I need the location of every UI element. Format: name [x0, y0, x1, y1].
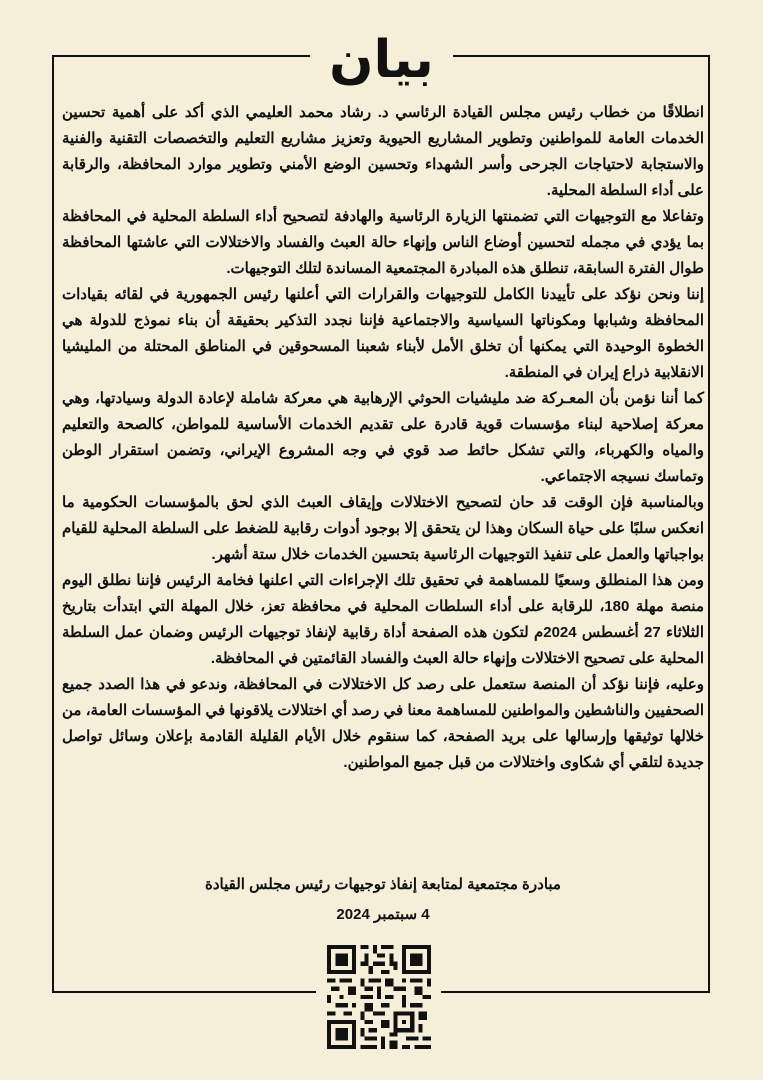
- signature-block: [66, 870, 700, 930]
- signature-date: 4 سبتمبر 2024: [336, 906, 430, 923]
- paragraph-3: إننا ونحن نؤكد على تأييدنا الكامل للتوجيهات والقرارات التي أعلنها رئيس الجمهورية في لقائه بقيادات المحافظة وشبابها ومكوناتها السياسية والاجتماعية فإننا نجدد التذكير بحقيقة أن بناء نموذج للدولة هي الخطوة الوحيدة التي يمكنها أن تخلق الأمل لأبناء شعبنا المسحوقين في المناطق المحتلة من المليشيا الانقلابية ذراع إيران في المنطقة.: [62, 286, 704, 381]
- paragraph-4: كما أننا نؤمن بأن المعـركة ضد مليشيات الحوثي الإرهابية هي معركة شاملة لإعادة الدولة وسيادتها، وهي معركة إصلاحية لبناء مؤسسات قوية قادرة على تقديم الخدمات الأساسية للمواطن، كالصحة والتعليم والمياه والكهرباء، والتي تشكل حائط صد قوي في وجه المشروع الإيراني، وتضمن استقرار الوطن وتماسك نسيجه الاجتماعي.: [62, 390, 704, 485]
- document-title: بيان: [329, 30, 434, 90]
- paragraph-1: انطلاقًا من خطاب رئيس مجلس القيادة الرئاسي د. رشاد محمد العليمي الذي أكد على أهمية تحسين الخدمات العامة للمواطنين وتطوير المشاريع الحيوية وتعزيز مشاريع التعليم والتخصصات التقنية والفنية والاستجابة لاحتياجات الجرحى وأسر الشهداء وتحسين الوضع الأمني وتطوير موارد المحافظة، والرقابة على أداء السلطة المحلية.: [62, 104, 704, 199]
- paragraph-6: ومن هذا المنطلق وسعيًا للمساهمة في تحقيق تلك الإجراءات التي اعلنها فخامة الرئيس فإننا نطلق اليوم منصة مهلة 180، للرقابة على أداء السلطات المحلية في محافظة تعز، خلال المهلة التي ابتدأت بتاريخ الثلاثاء 27 أغسطس 2024م لتكون هذه الصفحة أداة رقابية لإنفاذ توجيهات الرئيس وضمان عمل السلطة المحلية على تصحيح الاختلالات وإنهاء حالة العبث والفساد القائمتين في المحافظة.: [62, 572, 704, 667]
- paragraph-5: وبالمناسبة فإن الوقت قد حان لتصحيح الاختلالات وإيقاف العبث الذي لحق بالمؤسسات الحكومية ما انعكس سلبًا على حياة السكان وهذا لن يتحقق إلا بوجود أدوات رقابية للضغط على السلطة المحلية للقيام بواجباتها والعمل على تنفيذ التوجيهات الرئاسية بتحسين الخدمات خلال ستة أشهر.: [62, 494, 704, 563]
- qr-code-icon: [327, 945, 431, 1049]
- qr-code-graphic: [327, 945, 431, 1049]
- paragraph-7: وعليه، فإننا نؤكد أن المنصة ستعمل على رصد كل الاختلالات في المحافظة، وندعو في هذا الصدد جميع الصحفيين والناشطين والمواطنين للمساهمة معنا في رصد أي اختلالات يلاقونها في المؤسسات العامة، من خلالها توثيقها وإرسالها على بريد الصفحة، كما سنقوم خلال الأيام القليلة القادمة بإعلان وسائل تواصل جديدة لتلقي أي شكاوى واختلالات من قبل جميع المواطنين.: [62, 676, 704, 771]
- paragraph-2: وتفاعلا مع التوجيهات التي تضمنتها الزيارة الرئاسية والهادفة لتصحيح أداء السلطة المحلية في المحافظة بما يؤدي في مجمله لتحسين أوضاع الناس وإنهاء حالة العبث والفساد والاختلالات التي عاشتها المحافظة طوال الفترة السابقة، تنطلق هذه المبادرة المجتمعية المساندة لتلك التوجيهات.: [62, 208, 704, 277]
- signature-line: مبادرة مجتمعية لمتابعة إنفاذ توجيهات رئيس مجلس القيادة: [205, 876, 561, 893]
- statement-body: [62, 100, 704, 776]
